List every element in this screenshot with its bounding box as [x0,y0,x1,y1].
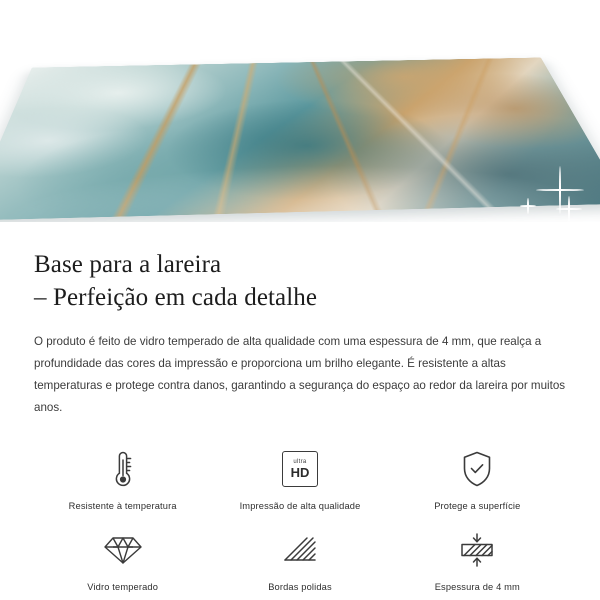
description-paragraph: O produto é feito de vidro temperado de alta qualidade com uma espessura de 4 mm, que realça a profundidade das cores da impressão e proporciona um brilho elegante. É resistente a altas temperaturas e protege contra danos, garantindo a segurança do espaço ao redor da lareira por muitos anos. [34,334,566,415]
hero-image [0,0,600,222]
feature-item [389,527,566,592]
feature-label: Vidro temperado [87,581,159,592]
thickness-arrows-icon [456,527,498,573]
page-title [34,248,566,315]
headline-line-1: Base para a lareira [34,251,222,278]
feature-item [389,446,566,511]
feature-label: Resistente à temperatura [68,500,177,511]
thermometer-icon [110,446,136,492]
polished-edges-icon [281,527,319,573]
shield-check-icon [460,446,494,492]
ultra-label: ultra [293,458,307,465]
headline-line-2: – Perfeição em cada detalhe [34,284,318,312]
feature-item [34,527,211,592]
diamond-icon [104,527,142,573]
glass-panel-artwork [0,58,600,221]
content-area [0,222,600,592]
feature-label: Protege a superfície [434,500,521,511]
glass-sheen [0,58,600,221]
feature-grid [34,446,566,592]
feature-label: Bordas polidas [268,581,332,592]
feature-label: Impressão de alta qualidade [239,500,361,511]
feature-item [211,527,388,592]
feature-item [34,446,211,511]
feature-label: Espessura de 4 mm [434,581,520,592]
ultra-hd-icon [282,446,318,492]
feature-item [211,446,388,511]
hd-label: HD [290,464,310,480]
